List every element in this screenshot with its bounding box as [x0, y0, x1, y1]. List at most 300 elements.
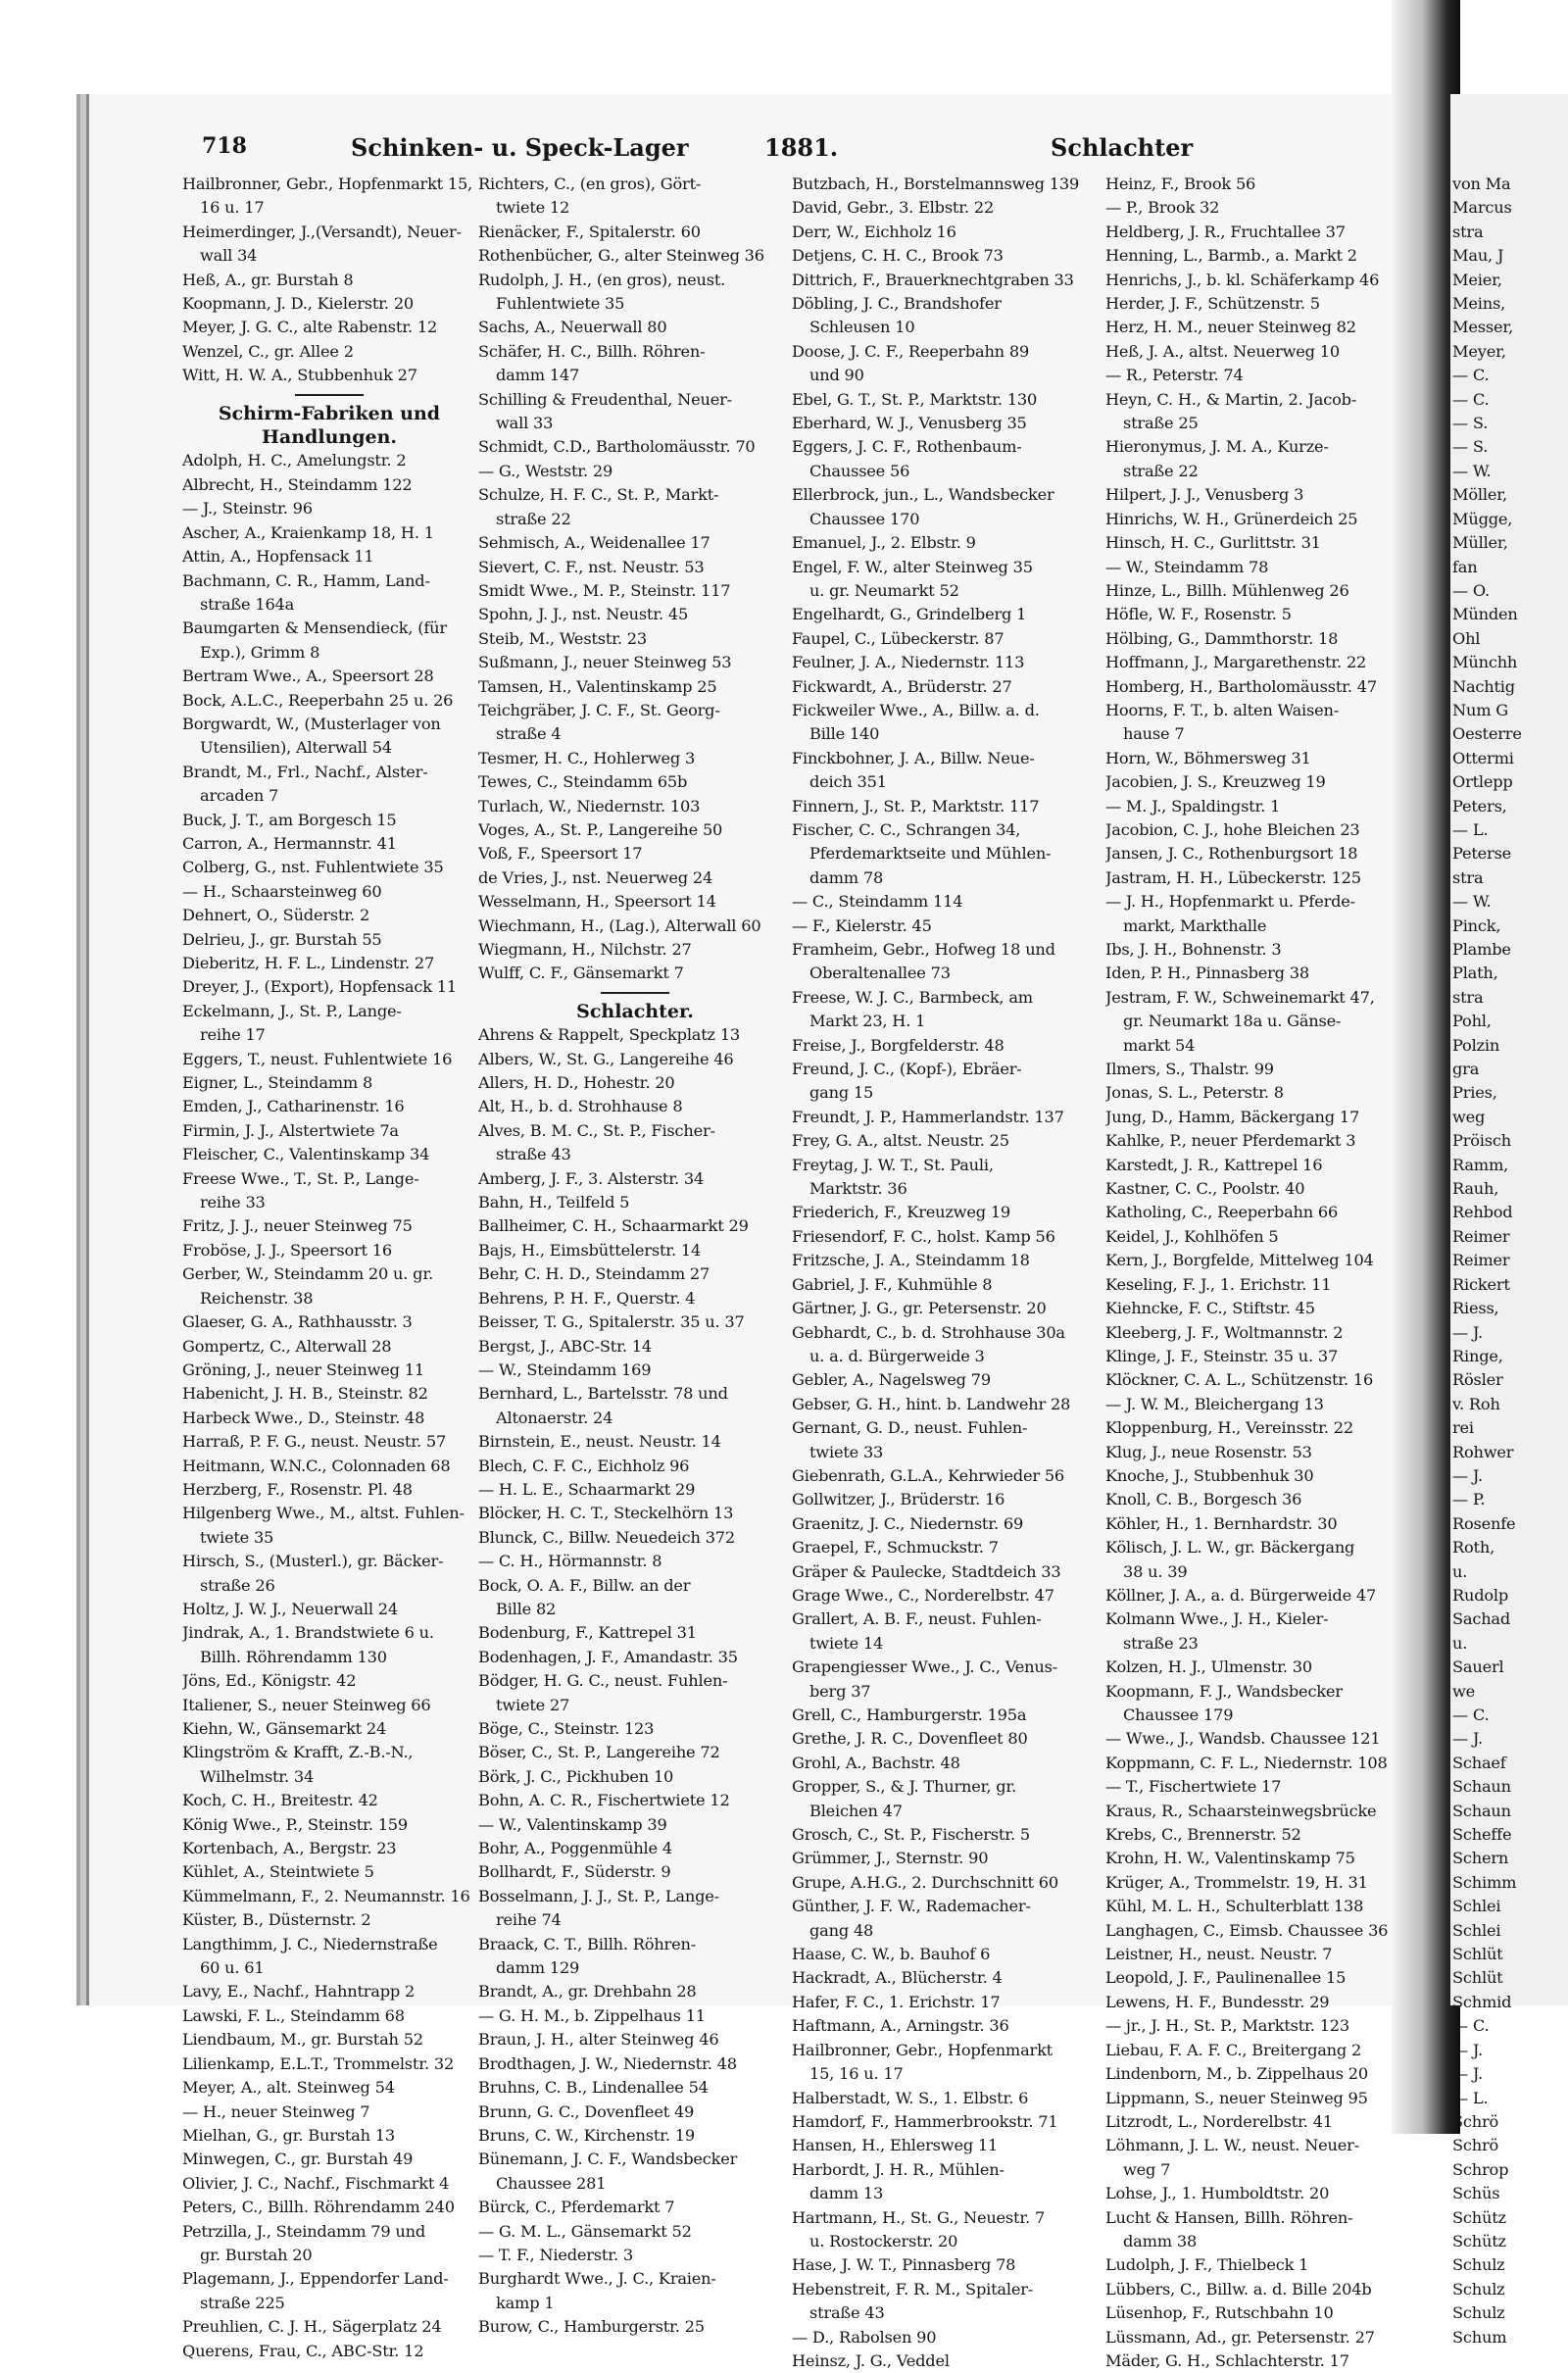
entry-continuation: twiete 33 — [809, 1442, 884, 1461]
directory-entry: Jansen, J. C., Rothenburgsort 18 — [1105, 844, 1358, 864]
directory-entry-fragment: Rauh, — [1452, 1179, 1499, 1199]
directory-entry-fragment: Schütz — [1452, 2207, 1506, 2227]
directory-entry-fragment: Mau, J — [1452, 246, 1504, 266]
directory-entry-fragment: Schmid — [1452, 1992, 1512, 2011]
directory-entry-fragment: — C. — [1452, 2016, 1490, 2036]
directory-entry: Sehmisch, A., Weidenallee 17 — [478, 533, 710, 553]
directory-entry-fragment: Meyer, — [1452, 341, 1506, 361]
directory-entry: Behr, C. H. D., Steindamm 27 — [478, 1264, 710, 1284]
directory-entry: Attin, A., Hopfensack 11 — [182, 547, 374, 567]
directory-entry: Bahn, H., Teilfeld 5 — [478, 1193, 630, 1212]
entry-continuation: Utensilien), Alterwall 54 — [200, 738, 392, 758]
directory-entry: — C., Steindamm 114 — [792, 892, 963, 912]
directory-entry: Koopmann, F. J., Wandsbecker — [1105, 1681, 1343, 1701]
directory-entry: Hoorns, F. T., b. alten Waisen- — [1105, 700, 1339, 719]
directory-entry: Homberg, H., Bartholomäusstr. 47 — [1105, 676, 1377, 696]
entry-continuation: 16 u. 17 — [200, 198, 265, 218]
directory-entry: — jr., J. H., St. P., Marktstr. 123 — [1105, 2016, 1349, 2036]
directory-entry: Kölisch, J. L. W., gr. Bäckergang — [1105, 1538, 1355, 1557]
entry-continuation: Marktstr. 36 — [809, 1179, 907, 1199]
directory-entry: Mäder, G. H., Schlachterstr. 17 — [1105, 2350, 1349, 2370]
directory-entry-fragment: Pinck, — [1452, 915, 1501, 935]
directory-entry: Kraus, R., Schaarsteinwegsbrücke — [1105, 1801, 1377, 1820]
directory-entry: Grage Wwe., C., Norderelbstr. 47 — [792, 1585, 1054, 1605]
directory-entry: Iden, P. H., Pinnasberg 38 — [1105, 964, 1309, 983]
directory-entry: — G. H. M., b. Zippelhaus 11 — [478, 2005, 706, 2025]
entry-continuation: Pferdemarktseite und Mühlen- — [809, 844, 1052, 864]
directory-entry: Ludolph, J. F., Thielbeck 1 — [1105, 2255, 1309, 2275]
directory-entry: Lübbers, C., Billw. a. d. Bille 204b — [1105, 2279, 1372, 2299]
entry-continuation: Chaussee 170 — [809, 509, 920, 528]
directory-entry-fragment: Ohl — [1452, 628, 1481, 648]
directory-entry: Kühlet, A., Steintwiete 5 — [182, 1862, 374, 1882]
directory-entry-fragment: Meier, — [1452, 270, 1502, 289]
entry-continuation: und 90 — [809, 366, 864, 385]
directory-entry: Freund, J. C., (Kopf-), Ebräer- — [792, 1060, 1022, 1079]
directory-entry: Herzberg, F., Rosenstr. Pl. 48 — [182, 1479, 413, 1499]
directory-entry-fragment: Scheffe — [1452, 1825, 1512, 1845]
directory-entry: Hailbronner, Gebr., Hopfenmarkt — [792, 2040, 1053, 2059]
directory-entry-fragment: rei — [1452, 1418, 1474, 1438]
directory-entry: Tewes, C., Steindamm 65b — [478, 772, 688, 792]
directory-entry-fragment: — C. — [1452, 389, 1490, 409]
directory-entry: Emanuel, J., 2. Elbstr. 9 — [792, 533, 976, 553]
directory-entry: Grümmer, J., Sternstr. 90 — [792, 1849, 989, 1868]
directory-entry: Herder, J. F., Schützenstr. 5 — [1105, 294, 1320, 314]
directory-entry: Italiener, S., neuer Steinweg 66 — [182, 1695, 431, 1714]
directory-entry: Klingström & Krafft, Z.-B.-N., — [182, 1743, 414, 1762]
directory-entry-fragment: Rohwer — [1452, 1442, 1514, 1461]
directory-entry: Alves, B. M. C., St. P., Fischer- — [478, 1120, 715, 1140]
directory-entry: Querens, Frau, C., ABC-Str. 12 — [182, 2341, 424, 2360]
directory-entry-fragment: Reimer — [1452, 1226, 1510, 1246]
directory-entry: Tamsen, H., Valentinskamp 25 — [478, 676, 717, 696]
directory-entry: Glaeser, G. A., Rathhausstr. 3 — [182, 1312, 413, 1332]
directory-entry: Schilling & Freudenthal, Neuer- — [478, 389, 732, 409]
directory-entry-fragment: — J. — [1452, 1322, 1483, 1342]
directory-entry: Hartmann, H., St. G., Neuestr. 7 — [792, 2207, 1046, 2227]
directory-entry: Holtz, J. W. J., Neuerwall 24 — [182, 1599, 398, 1618]
directory-entry: Haase, C. W., b. Bauhof 6 — [792, 1945, 991, 1964]
directory-entry: Gollwitzer, J., Brüderstr. 16 — [792, 1490, 1005, 1509]
entry-continuation: Oberaltenallee 73 — [809, 964, 951, 983]
directory-entry: Gebhardt, C., b. d. Strohhause 30a — [792, 1322, 1065, 1342]
directory-entry: Delrieu, J., gr. Burstah 55 — [182, 929, 382, 949]
directory-entry: Bodenburg, F., Kattrepel 31 — [478, 1623, 697, 1643]
directory-entry: Albrecht, H., Steindamm 122 — [182, 474, 413, 494]
directory-entry: Schmidt, C.D., Bartholomäusstr. 70 — [478, 437, 756, 457]
directory-entry: Köhler, H., 1. Bernhardstr. 30 — [1105, 1513, 1338, 1533]
directory-entry: Framheim, Gebr., Hofweg 18 und — [792, 940, 1055, 959]
directory-entry-fragment: weg — [1452, 1107, 1486, 1126]
entry-continuation: damm 38 — [1123, 2231, 1198, 2250]
directory-entry: Firmin, J. J., Alstertwiete 7a — [182, 1120, 399, 1140]
directory-entry: Kiehn, W., Gänsemarkt 24 — [182, 1719, 387, 1738]
directory-entry-fragment: Münchh — [1452, 653, 1518, 672]
directory-entry: Harbeck Wwe., D., Steinstr. 48 — [182, 1408, 425, 1427]
directory-entry-fragment: Schrö — [1452, 2111, 1499, 2131]
directory-entry: Lawski, F. L., Steindamm 68 — [182, 2005, 405, 2025]
directory-entry-fragment: Schlüt — [1452, 1968, 1503, 1988]
year-heading: 1881. — [764, 133, 839, 162]
directory-entry: Krüger, A., Trommelstr. 19, H. 31 — [1105, 1872, 1368, 1892]
directory-entry: Dehnert, O., Süderstr. 2 — [182, 906, 370, 925]
directory-entry: Kolzen, H. J., Ulmenstr. 30 — [1105, 1657, 1312, 1677]
directory-entry-fragment: — L. — [1452, 819, 1489, 839]
entry-continuation: deich 351 — [809, 772, 887, 792]
directory-entry: Klug, J., neue Rosenstr. 53 — [1105, 1442, 1312, 1461]
directory-entry-fragment: Nachtig — [1452, 676, 1515, 696]
directory-entry: Braack, C. T., Billh. Röhren- — [478, 1934, 696, 1953]
directory-entry: Grupe, A.H.G., 2. Durchschnitt 60 — [792, 1872, 1058, 1892]
directory-entry: Mielhan, G., gr. Burstah 13 — [182, 2125, 395, 2145]
directory-entry: Keseling, F. J., 1. Erichstr. 11 — [1105, 1274, 1332, 1294]
directory-entry: Amberg, J. F., 3. Alsterstr. 34 — [478, 1168, 705, 1188]
directory-entry: Leopold, J. F., Paulinenallee 15 — [1105, 1968, 1347, 1988]
entry-continuation: Bille 140 — [809, 724, 880, 744]
directory-entry-fragment: Rösler — [1452, 1370, 1503, 1390]
directory-entry: Freise, J., Borgfelderstr. 48 — [792, 1035, 1004, 1055]
directory-entry: Rudolph, J. H., (en gros), neust. — [478, 270, 726, 289]
directory-entry: Hirsch, S., (Musterl.), gr. Bäcker- — [182, 1552, 444, 1571]
directory-entry-fragment: Rosenfe — [1452, 1513, 1516, 1533]
directory-entry-fragment: Sauerl — [1452, 1657, 1504, 1677]
directory-entry: Knoll, C. B., Borgesch 36 — [1105, 1490, 1302, 1509]
directory-entry: Gröning, J., neuer Steinweg 11 — [182, 1360, 424, 1379]
directory-entry: Karstedt, J. R., Kattrepel 16 — [1105, 1155, 1323, 1174]
directory-entry: Minwegen, C., gr. Burstah 49 — [182, 2150, 414, 2169]
directory-entry: Ellerbrock, jun., L., Wandsbecker — [792, 485, 1054, 505]
entry-continuation: Bille 82 — [496, 1599, 557, 1618]
directory-entry: Koppmann, C. F. L., Niedernstr. 108 — [1105, 1753, 1388, 1772]
directory-entry: Kloppenburg, H., Vereinsstr. 22 — [1105, 1418, 1353, 1438]
directory-entry: Graenitz, J. C., Niedernstr. 69 — [792, 1513, 1024, 1533]
directory-entry: Dreyer, J., (Export), Hopfensack 11 — [182, 977, 457, 997]
directory-entry: Eigner, L., Steindamm 8 — [182, 1073, 373, 1093]
directory-entry: Heinz, F., Brook 56 — [1105, 174, 1256, 193]
directory-entry-fragment: Messer, — [1452, 318, 1514, 337]
directory-entry: Höfle, W. F., Rosenstr. 5 — [1105, 605, 1292, 624]
entry-continuation: straße 25 — [1123, 414, 1199, 433]
directory-entry: Kortenbach, A., Bergstr. 23 — [182, 1839, 397, 1858]
directory-entry: Beisser, T. G., Spitalerstr. 35 u. 37 — [478, 1312, 745, 1332]
directory-entry: Birnstein, E., neust. Neustr. 14 — [478, 1432, 721, 1452]
directory-entry: Langhagen, C., Eimsb. Chaussee 36 — [1105, 1920, 1389, 1940]
directory-entry: Bruhns, C. B., Lindenallee 54 — [478, 2078, 709, 2098]
directory-entry: Olivier, J. C., Nachf., Fischmarkt 4 — [182, 2173, 450, 2193]
directory-entry: Gompertz, C., Alterwall 28 — [182, 1336, 392, 1356]
directory-entry: Jung, D., Hamm, Bäckergang 17 — [1105, 1107, 1360, 1126]
directory-entry: Halberstadt, W. S., 1. Elbstr. 6 — [792, 2088, 1029, 2107]
directory-entry: Jastram, H. H., Lübeckerstr. 125 — [1105, 867, 1361, 887]
directory-entry: Bertram Wwe., A., Speersort 28 — [182, 667, 434, 686]
entry-continuation: Billh. Röhrendamm 130 — [200, 1647, 387, 1666]
directory-entry: Grosch, C., St. P., Fischerstr. 5 — [792, 1825, 1030, 1845]
directory-entry-fragment: — J. — [1452, 2064, 1483, 2084]
entry-continuation: straße 43 — [809, 2303, 885, 2323]
directory-entry: Freytag, J. W. T., St. Pauli, — [792, 1155, 994, 1174]
directory-entry: Lucht & Hansen, Billh. Röhren- — [1105, 2207, 1353, 2227]
directory-entry-fragment: Rickert — [1452, 1274, 1510, 1294]
directory-entry: Voges, A., St. P., Langereihe 50 — [478, 819, 723, 839]
directory-entry: Heinsz, J. G., Veddel — [792, 2350, 950, 2370]
directory-entry: Lindenborn, M., b. Zippelhaus 20 — [1105, 2064, 1369, 2084]
directory-entry-fragment: fan — [1452, 557, 1478, 576]
entry-continuation: straße 43 — [496, 1145, 571, 1164]
directory-entry: Brandt, M., Frl., Nachf., Alster- — [182, 762, 428, 781]
directory-entry: Böge, C., Steinstr. 123 — [478, 1719, 655, 1738]
directory-entry: König Wwe., P., Steinstr. 159 — [182, 1814, 409, 1834]
directory-entry: Emden, J., Catharinenstr. 16 — [182, 1097, 405, 1116]
directory-entry-fragment: gra — [1452, 1060, 1480, 1079]
directory-entry: Haftmann, A., Arningstr. 36 — [792, 2016, 1009, 2036]
directory-entry: Jonas, S. L., Peterstr. 8 — [1105, 1083, 1284, 1103]
directory-entry-fragment: Schum — [1452, 2327, 1507, 2347]
directory-entry-fragment: von Ma — [1452, 174, 1511, 193]
directory-entry-fragment: Münden — [1452, 605, 1518, 624]
directory-entry: Langthimm, J. C., Niedernstraße — [182, 1934, 438, 1953]
directory-entry-fragment: Schern — [1452, 1849, 1509, 1868]
directory-entry: Böser, C., St. P., Langereihe 72 — [478, 1743, 720, 1762]
entry-continuation: gr. Neumarkt 18a u. Gänse- — [1123, 1012, 1342, 1031]
directory-entry: — F., Kielerstr. 45 — [792, 915, 932, 935]
directory-entry-fragment: Rehbod — [1452, 1203, 1513, 1222]
entry-continuation: Bleichen 47 — [809, 1801, 903, 1820]
directory-entry-fragment: Schaun — [1452, 1777, 1511, 1797]
directory-entry: Döbling, J. C., Brandshofer — [792, 294, 1002, 314]
directory-entry: David, Gebr., 3. Elbstr. 22 — [792, 198, 995, 218]
directory-entry: Meyer, J. G. C., alte Rabenstr. 12 — [182, 318, 438, 337]
directory-entry: Katholing, C., Reeperbahn 66 — [1105, 1203, 1339, 1222]
directory-entry: Lüsenhop, F., Rutschbahn 10 — [1105, 2303, 1334, 2323]
directory-entry-fragment: — W. — [1452, 461, 1492, 480]
directory-entry: Jacobion, C. J., hohe Bleichen 23 — [1105, 819, 1360, 839]
directory-entry: Hafer, F. C., 1. Erichstr. 17 — [792, 1992, 1001, 2011]
directory-entry: Teichgräber, J. C. F., St. Georg- — [478, 700, 720, 719]
directory-entry: Keidel, J., Kohlhöfen 5 — [1105, 1226, 1279, 1246]
directory-entry: Blech, C. F. C., Eichholz 96 — [478, 1456, 690, 1475]
directory-entry-fragment: Plath, — [1452, 964, 1498, 983]
directory-entry: Meyer, A., alt. Steinweg 54 — [182, 2078, 395, 2098]
directory-entry: Eberhard, W. J., Venusberg 35 — [792, 414, 1027, 433]
directory-entry-fragment: Ottermi — [1452, 748, 1514, 767]
directory-entry-fragment: Schlüt — [1452, 1945, 1503, 1964]
directory-entry-fragment: stra — [1452, 867, 1484, 887]
directory-entry: Albers, W., St. G., Langereihe 46 — [478, 1049, 734, 1068]
directory-entry: Freese, W. J. C., Barmbeck, am — [792, 987, 1033, 1007]
directory-entry: Gerber, W., Steindamm 20 u. gr. — [182, 1264, 434, 1284]
entry-continuation: Altonaerstr. 24 — [496, 1408, 613, 1427]
directory-entry-fragment: Schulz — [1452, 2255, 1505, 2275]
section-heading: Schlachter — [1051, 133, 1194, 162]
directory-entry: Buck, J. T., am Borgesch 15 — [182, 810, 397, 829]
directory-entry-fragment: — J. — [1452, 2040, 1483, 2059]
directory-entry: Hebenstreit, F. R. M., Spitaler- — [792, 2279, 1034, 2299]
directory-entry-fragment: Schlei — [1452, 1920, 1501, 1940]
directory-entry-fragment: Ringe, — [1452, 1346, 1503, 1365]
directory-entry: Engel, F. W., alter Steinweg 35 — [792, 557, 1033, 576]
entry-continuation: wall 34 — [200, 246, 258, 266]
directory-entry: Heß, J. A., altst. Neuerweg 10 — [1105, 341, 1340, 361]
section-rule — [601, 992, 669, 994]
directory-entry: Grallert, A. B. F., neust. Fuhlen- — [792, 1609, 1042, 1629]
directory-entry: Fritzsche, J. A., Steindamm 18 — [792, 1251, 1030, 1270]
directory-entry: Lewens, H. F., Bundesstr. 29 — [1105, 1992, 1330, 2011]
directory-entry: Grethe, J. R. C., Dovenfleet 80 — [792, 1729, 1028, 1749]
directory-entry: Horn, W., Böhmersweg 31 — [1105, 748, 1311, 767]
directory-entry-fragment: u. — [1452, 1561, 1468, 1581]
entry-continuation: Wilhelmstr. 34 — [200, 1766, 315, 1786]
entry-continuation: kamp 1 — [496, 2293, 555, 2312]
directory-entry: Hinze, L., Billh. Mühlenweg 26 — [1105, 580, 1349, 600]
entry-continuation: arcaden 7 — [200, 786, 279, 806]
directory-entry: Carron, A., Hermannstr. 41 — [182, 833, 397, 853]
directory-entry-fragment: Ortlepp — [1452, 772, 1513, 792]
directory-entry: Eggers, T., neust. Fuhlentwiete 16 — [182, 1049, 453, 1068]
directory-entry: Brunn, G. C., Dovenfleet 49 — [478, 2101, 695, 2121]
directory-entry: Hailbronner, Gebr., Hopfenmarkt 15, — [182, 174, 473, 193]
directory-entry: Liendbaum, M., gr. Burstah 52 — [182, 2030, 423, 2050]
directory-entry: Engelhardt, G., Grindelberg 1 — [792, 605, 1027, 624]
directory-entry-fragment: — J. — [1452, 1465, 1483, 1485]
directory-entry: Hilpert, J. J., Venusberg 3 — [1105, 485, 1304, 505]
directory-entry: Kümmelmann, F., 2. Neumannstr. 16 — [182, 1886, 470, 1905]
directory-entry-fragment: Schüs — [1452, 2184, 1500, 2203]
directory-entry: Jacobien, J. S., Kreuzweg 19 — [1105, 772, 1326, 792]
directory-entry-fragment: stra — [1452, 987, 1484, 1007]
category-heading: Schirm-Fabriken und Handlungen. — [218, 402, 441, 449]
directory-entry: Bollhardt, F., Süderstr. 9 — [478, 1862, 671, 1882]
directory-entry-fragment: Möller, — [1452, 485, 1507, 505]
entry-continuation: Markt 23, H. 1 — [809, 1012, 926, 1031]
directory-entry-fragment: Meins, — [1452, 294, 1506, 314]
directory-entry: Richters, C., (en gros), Gört- — [478, 174, 702, 193]
entry-continuation: reihe 33 — [200, 1193, 266, 1212]
directory-entry-fragment: Marcus — [1452, 198, 1512, 218]
directory-entry: Ballheimer, C. H., Schaarmarkt 29 — [478, 1216, 749, 1236]
directory-entry: Gropper, S., & J. Thurner, gr. — [792, 1777, 1017, 1797]
directory-entry: Jindrak, A., 1. Brandstwiete 6 u. — [182, 1623, 434, 1643]
directory-entry: Smidt Wwe., M. P., Steinstr. 117 — [478, 580, 731, 600]
directory-entry: Heitmann, W.N.C., Colonnaden 68 — [182, 1456, 451, 1475]
directory-entry: Bohn, A. C. R., Fischertwiete 12 — [478, 1791, 730, 1810]
directory-entry: Bachmann, C. R., Hamm, Land- — [182, 570, 430, 590]
directory-entry: — R., Peterstr. 74 — [1105, 366, 1244, 385]
directory-entry: Bock, A.L.C., Reeperbahn 25 u. 26 — [182, 690, 454, 710]
directory-entry: Bergst, J., ABC-Str. 14 — [478, 1336, 652, 1356]
directory-entry: Ascher, A., Kraienkamp 18, H. 1 — [182, 522, 434, 542]
directory-entry-fragment: Pröisch — [1452, 1131, 1511, 1151]
directory-entry: Kahlke, P., neuer Pferdemarkt 3 — [1105, 1131, 1356, 1151]
directory-entry: Grell, C., Hamburgerstr. 195a — [792, 1706, 1027, 1724]
directory-entry: Froböse, J. J., Speersort 16 — [182, 1240, 392, 1260]
entry-continuation: 15, 16 u. 17 — [809, 2064, 904, 2084]
directory-entry: Hilgenberg Wwe., M., altst. Fuhlen- — [182, 1504, 465, 1523]
directory-entry-fragment: Sachad — [1452, 1609, 1511, 1629]
page-number: 718 — [202, 133, 247, 159]
directory-entry: Ebel, G. T., St. P., Marktstr. 130 — [792, 389, 1038, 409]
directory-entry: Grapengiesser Wwe., J. C., Venus- — [792, 1657, 1057, 1677]
directory-entry: — Wwe., J., Wandsb. Chaussee 121 — [1105, 1729, 1381, 1749]
directory-entry-fragment: Schütz — [1452, 2231, 1506, 2250]
entry-continuation: u. gr. Neumarkt 52 — [809, 580, 959, 600]
entry-continuation: Chaussee 281 — [496, 2173, 607, 2193]
directory-entry: Frey, G. A., altst. Neustr. 25 — [792, 1131, 1009, 1151]
directory-entry: Preuhlien, C. J. H., Sägerplatz 24 — [182, 2317, 442, 2337]
directory-entry: Koch, C. H., Breitestr. 42 — [182, 1791, 378, 1810]
entry-continuation: Chaussee 179 — [1123, 1706, 1234, 1724]
directory-entry-fragment: — W. — [1452, 892, 1492, 912]
directory-entry: Wenzel, C., gr. Allee 2 — [182, 341, 354, 361]
directory-entry: Ilmers, S., Thalstr. 99 — [1105, 1060, 1274, 1079]
directory-entry: Bock, O. A. F., Billw. an der — [478, 1575, 691, 1595]
directory-entry: Heimerdinger, J.,(Versandt), Neuer- — [182, 222, 462, 241]
directory-entry: Adolph, H. C., Amelungstr. 2 — [182, 451, 407, 470]
directory-entry: Wesselmann, H., Speersort 14 — [478, 892, 716, 912]
directory-entry: Lohse, J., 1. Humboldtstr. 20 — [1105, 2184, 1330, 2203]
directory-entry: Graepel, F., Schmuckstr. 7 — [792, 1538, 999, 1557]
directory-entry: Dieberitz, H. F. L., Lindenstr. 27 — [182, 954, 435, 972]
directory-entry: Hinsch, H. C., Gurlittstr. 31 — [1105, 533, 1321, 553]
directory-entry: Bünemann, J. C. F., Wandsbecker — [478, 2150, 738, 2169]
entry-continuation: damm 147 — [496, 366, 580, 385]
directory-entry: Witt, H. W. A., Stubbenhuk 27 — [182, 366, 417, 385]
directory-entry: — W., Steindamm 169 — [478, 1360, 652, 1379]
entry-continuation: damm 78 — [809, 867, 884, 887]
directory-entry: — J., Steinstr. 96 — [182, 499, 313, 519]
entry-continuation: straße 22 — [1123, 461, 1199, 480]
entry-continuation: reihe 17 — [200, 1025, 266, 1045]
directory-entry: Fickweiler Wwe., A., Billw. a. d. — [792, 700, 1040, 719]
column-3 — [792, 173, 1105, 2373]
entry-continuation: Exp.), Grimm 8 — [200, 642, 320, 662]
directory-entry-fragment: Peterse — [1452, 844, 1512, 864]
directory-entry: Sußmann, J., neuer Steinweg 53 — [478, 653, 732, 672]
directory-entry: Bruns, C. W., Kirchenstr. 19 — [478, 2125, 695, 2145]
entry-continuation: straße 23 — [1123, 1633, 1199, 1653]
directory-entry: — C. H., Hörmannstr. 8 — [478, 1552, 662, 1571]
directory-entry: Wiechmann, H., (Lag.), Alterwall 60 — [478, 915, 761, 935]
directory-entry: Freese Wwe., T., St. P., Lange- — [182, 1168, 419, 1188]
directory-entry: Bosselmann, J. J., St. P., Lange- — [478, 1886, 719, 1905]
entry-continuation: markt 54 — [1123, 1035, 1196, 1055]
directory-entry: Hoffmann, J., Margarethenstr. 22 — [1105, 653, 1367, 672]
directory-entry-fragment: Schaef — [1452, 1753, 1506, 1772]
directory-entry: Gernant, G. D., neust. Fuhlen- — [792, 1418, 1028, 1438]
directory-entry: Burghardt Wwe., J. C., Kraien- — [478, 2269, 716, 2289]
directory-entry: Friederich, F., Kreuzweg 19 — [792, 1203, 1011, 1222]
directory-entry: Bodenhagen, J. F., Amandastr. 35 — [478, 1647, 738, 1666]
directory-entry: Butzbach, H., Borstelmannsweg 139 — [792, 174, 1080, 193]
directory-entry: Fischer, C. C., Schrangen 34, — [792, 819, 1021, 839]
directory-entry: Wulff, C. F., Gänsemarkt 7 — [478, 964, 684, 983]
directory-entry: Hölbing, G., Dammthorstr. 18 — [1105, 628, 1339, 648]
entry-continuation: straße 22 — [496, 509, 571, 528]
directory-entry: Kern, J., Borgfelde, Mittelweg 104 — [1105, 1251, 1374, 1270]
directory-entry: Henning, L., Barmb., a. Markt 2 — [1105, 246, 1357, 266]
directory-entry-fragment: Ramm, — [1452, 1155, 1509, 1174]
directory-entry: Burow, C., Hamburgerstr. 25 — [478, 2317, 705, 2337]
directory-entry: — W., Steindamm 78 — [1105, 557, 1269, 576]
entry-continuation: gr. Burstah 20 — [200, 2245, 313, 2264]
directory-entry-fragment: — C. — [1452, 1706, 1490, 1724]
directory-entry: Fritz, J. J., neuer Steinweg 75 — [182, 1216, 413, 1236]
directory-entry: Feulner, J. A., Niedernstr. 113 — [792, 653, 1025, 672]
directory-entry: Peters, C., Billh. Röhrendamm 240 — [182, 2198, 455, 2217]
directory-entry: Hansen, H., Ehlersweg 11 — [792, 2136, 999, 2155]
directory-entry: — T., Fischertwiete 17 — [1105, 1777, 1282, 1797]
directory-entry: Sievert, C. F., nst. Neustr. 53 — [478, 557, 705, 576]
